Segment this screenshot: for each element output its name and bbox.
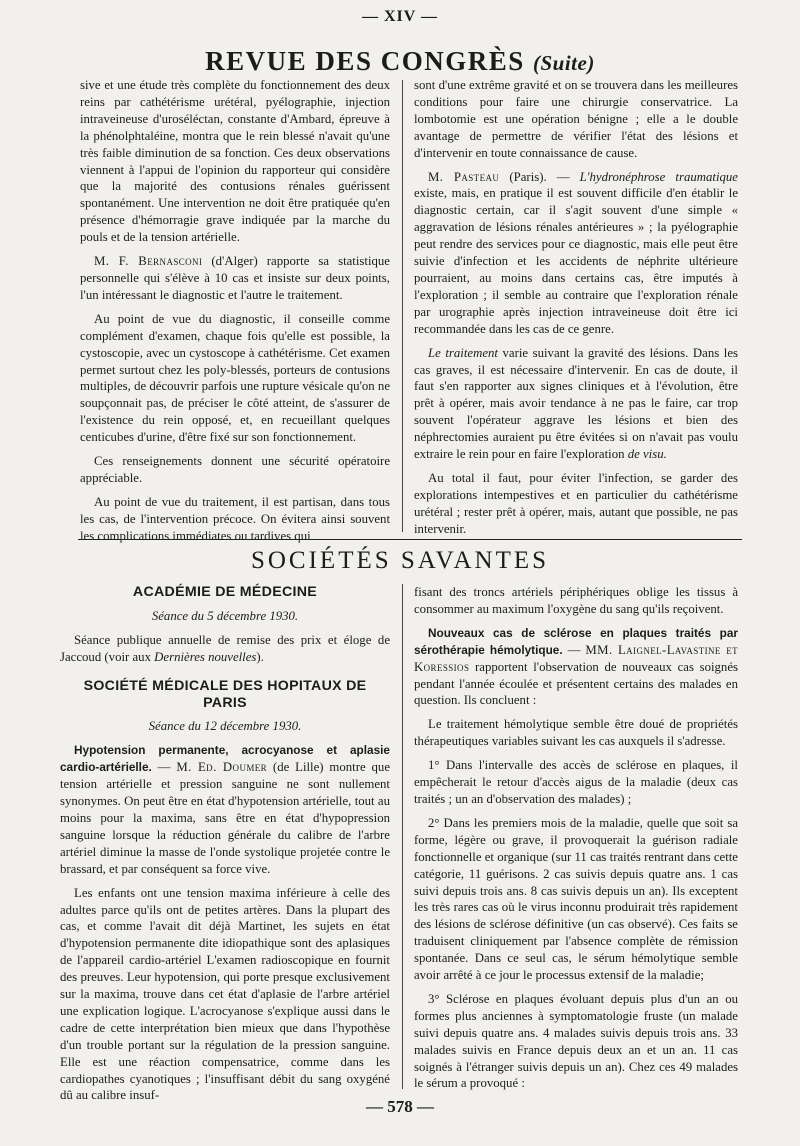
paragraph: Hypotension permanente, acrocyanose et aplasie cardio-artérielle. — M. Ed. Doumer (de Lille) montre que tension artérielle et pression sanguine ne sont nullement synonymes. On peut être en état d'hypotension artérielle, tout au moins pour la maxima, sans être en état d'hypopression sanguine lorsque la réduction générale du calibre de l'arbre artériel diminue la masse de l'onde systolique projetée contre le brassard, et par conséquent sa force vive. — [60, 743, 390, 876]
article-lead: Hypotension permanente, acrocyanose et aplasie cardio-artérielle. — [60, 743, 390, 775]
paragraph-text: existe, mais, en pratique il est souvent difficile d'en établir le diagnostic certain, car il s'agit souvent d'une simple « aggravation de lésions rénales antérieures » ; la pyélographie peut rendre des services pour ce diagnostic, mais elle peut être suivie d'infection et les accidents de néphrite ultérieure pourraient, au moins dans certains cas, être imputés à l'exploration ; il semble au contraire que l'exploration rénale par urographie après injection intraveineuse doit être ici recommandée dans les cas de ce genre. — [414, 186, 738, 336]
bottom-right-column — [414, 584, 738, 1099]
paragraph-text: ). — [256, 649, 264, 664]
column-divider — [402, 80, 403, 532]
emphasis-text: Le traitement — [428, 345, 498, 360]
section-title-revue — [0, 46, 800, 78]
page-number-bottom: — 578 — — [366, 1097, 434, 1116]
hopitaux-heading: SOCIÉTÉ MÉDICALE DES HOPITAUX DE PARIS — [83, 677, 367, 711]
paragraph-text: Séance publique annuelle de remise des prix et éloge de Jaccoud (voir aux — [60, 632, 390, 664]
paragraph: sive et une étude très complète du fonctionnement des deux reins par cathétérisme urétéral, pyélographie, injection intraveineuse d'uroséléctan, constante d'Ambard, épreuve à la phénolphtaléine, montra que le rein blessé n'avait qu'une très faible diminution de sa fonction. Ces deux observations viennent à l'appui de l'opinion du rapporteur qui considère que la majorité des contusions rénales guérissent spontanément. Une intervention ne doit être pratiquée qu'en présence d'hémorragie grave indiquée par la marche du pouls et de la tension artérielle. — [80, 78, 390, 245]
author-name: MM. Laignel-Lavastine et Koressios — [414, 642, 738, 674]
academie-heading: ACADÉMIE DE MÉDECINE — [132, 584, 318, 600]
author-name: M. Pasteau — [428, 169, 500, 184]
top-left-column — [80, 77, 390, 552]
paragraph: Au point de vue du diagnostic, il conseille comme complément d'examen, chaque fois qu'elle est possible, la cystoscopie, avec un cystoscope à cathétérisme. Cet examen permet surtout chez les poly-blessés, porteurs de contusions multiples, de découvrir parfois une rupture vésicale qu'on ne soupçonnait pas, de préciser le côté atteint, de s'assurer de l'existence du rein opposé, et, en recueillant quelques centicubes d'urine, d'être fixé sur son fonctionnement. — [80, 311, 390, 445]
paragraph — [60, 632, 390, 666]
revue-title-text: REVUE DES CONGRÈS — [205, 46, 525, 76]
paragraph: Le traitement hémolytique semble être doué de propriétés thérapeutiques variables suivant les cas auxquels il s'adresse. — [414, 717, 738, 749]
paragraph: fisant des troncs artériels périphériques oblige les tissus à consommer au maximum l'oxygène du sang qu'ils reçoivent. — [414, 585, 738, 616]
paragraph-text: varie suivant la gravité des lésions. Dans les cas graves, il est nécessaire d'intervenir. En cas de doute, il faut s'en rapporter aux signes cliniques et à l'évolution, être prêt à opérer, mais avoir tendance à ne pas le faire, car trop souvent l'opérateur aggrave les lésions et bien des néphrectomies auraient pu être évitées si on n'avait pas voulu extraire le rein pour en faire l'exploration — [414, 345, 738, 462]
paragraph: 1° Dans l'intervalle des accès de sclérose en plaques, il empêcherait le retour d'accès aigus de la maladie (deux cas traités ; un an d'observation des malades) ; — [414, 758, 738, 806]
author-name: M. F. Bernasconi — [94, 254, 203, 269]
paragraph: sont d'une extrême gravité et on se trouvera dans les meilleures conditions pour faire une chirurgie conservatrice. La lombotomie est une opération bénigne ; elle a le double avantage de permettre de vérifier l'état des lésions et d'intervenir en toute connaissance de cause. — [414, 78, 738, 160]
author-name: M. Ed. Doumer — [176, 760, 268, 775]
paragraph-text: (d'Alger) rapporte sa statistique personnelle qui s'élève à 10 cas et insiste sur deux points, l'un intéressant le diagnostic et l'autre le traitement. — [80, 254, 390, 302]
paragraph: Les enfants ont une tension maxima inférieure à celle des adultes parce qu'ils ont de petites artères. Dans la plupart des cas, et comme l'avait dit déjà Martinet, les sujets en état d'hypotension permanente dite idiopathique sont des aplasiques de l'appareil cardio-artériel L'examen radioscopique en fournit des preuves. Leur hypotension, qui porte presque exclusivement sur la maxima, trouve dans cet état d'aplasie de l'arbre artériel une explication logique. L'acrocyanose s'explique aussi dans le cadre de cette interprétation bien mieux que dans l'hypothèse d'un trouble portant sur la régulation de la pression sanguine. Elle est une réaction compensatrice, comme dans les cardiopathes cyanotiques ; l'insuffisant débit du sang oxygéné dû au calibre insuf- — [60, 885, 390, 1103]
emphasis-text: L'hydronéphrose traumatique — [579, 169, 738, 184]
paragraph-text: (Paris). — — [499, 169, 580, 184]
academie-seance: Séance du 5 décembre 1930. — [151, 608, 299, 623]
emphasis-text: Dernières nouvelles — [154, 649, 257, 664]
column-divider — [402, 584, 403, 1089]
paragraph — [414, 169, 738, 338]
bottom-left-column — [60, 584, 390, 1111]
emphasis-text: de visu. — [627, 447, 667, 462]
paragraph — [80, 253, 390, 304]
section-divider — [78, 539, 742, 540]
paragraph — [414, 345, 738, 463]
page-number-top: — XIV — — [361, 8, 439, 25]
top-right-column — [414, 77, 738, 545]
paragraph-text: (de Lille) montre que tension artérielle et pression sanguine ne sont nullement synonymes. On peut être en état d'hypotension artérielle, tout au moins pour la maxima, sans être en état d'hypopression sanguine lorsque la réduction générale du calibre de l'arbre artériel diminue la masse de l'onde systolique projetée contre le brassard, et par conséquent sa force vive. — [60, 760, 390, 876]
paragraph: Ces renseignements donnent une sécurité opératoire appréciable. — [80, 454, 390, 485]
societes-title: SOCIÉTÉS SAVANTES — [250, 547, 550, 574]
paragraph: Nouveaux cas de sclérose en plaques traités par sérothérapie hémolytique. — MM. Laignel-Lavastine et Koressios rapportent l'observation de nouveaux cas soignés pendant l'année écoulée et présentent certains des malades en question. Ils concluent : — [414, 625, 738, 708]
paragraph-text: rapportent l'observation de nouveaux cas soignés pendant l'année écoulée et présentent certains des malades en question. Ils concluent : — [414, 659, 738, 708]
article-lead: Nouveaux cas de sclérose en plaques traités par sérothérapie hémolytique. — [414, 625, 738, 657]
hopitaux-seance: Séance du 12 décembre 1930. — [148, 719, 302, 734]
paragraph: Au point de vue du traitement, il est partisan, dans tous les cas, de l'intervention précoce. On évitera ainsi souvent les complications immédiates ou tardives qui — [80, 494, 390, 543]
revue-title-suffix: (Suite) — [532, 51, 595, 75]
paragraph: Au total il faut, pour éviter l'infection, se garder des explorations intempestives et en particulier du cathétérisme urétéral ; rester prêt à opérer, mais, autant que possible, ne pas intervenir. — [414, 470, 738, 536]
paragraph: 3° Sclérose en plaques évoluant depuis plus d'un an ou formes plus anciennes à symptomatologie fruste (un malade suivi depuis quatre ans. 4 malades suivis depuis trois ans. 33 malades suivis en France depuis deux an et un an. 11 cas soignés à l'étranger suivis depuis un an). Chez ces 49 malades le sérum a provoqué : — [414, 991, 738, 1091]
paragraph: 2° Dans les premiers mois de la maladie, quelle que soit sa forme, légère ou grave, il provoquerait la guérison radiale fonctionnelle et organique (sur 11 cas traités rentrant dans cette catégorie, 11 guérisons. 2 cas suivis depuis quatre ans. 1 cas suivi depuis trois ans. 8 cas suivis depuis un an). Ils exceptent les très rares cas où le virus inconnu produirait très rapidement des lésions de sclérose définitive (un cas observé). Ces faits se traduisent cliniquement par l'absence complète de rémission spontanée. Dans ce seul cas, le sérum hémolytique semble avoir arrêté à ce jour le processus extensif de la maladie; — [414, 815, 738, 983]
